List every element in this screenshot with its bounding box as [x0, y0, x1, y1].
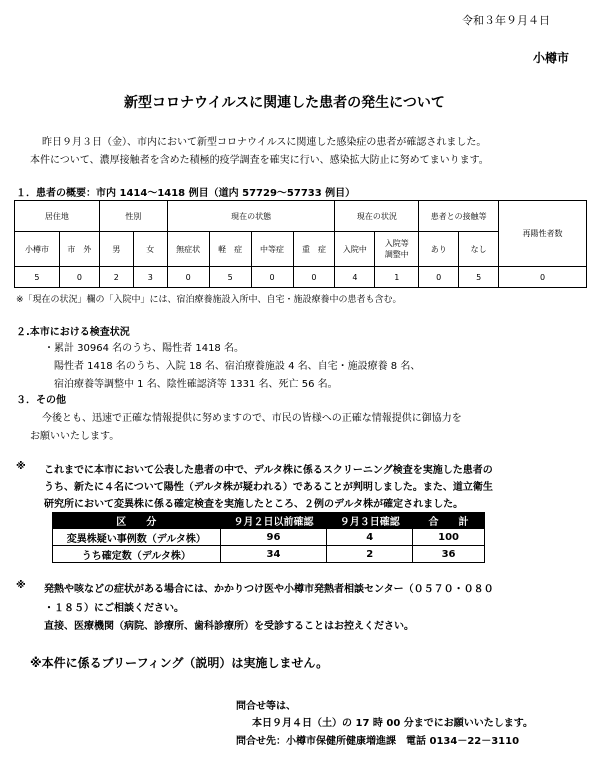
delta-line: これまでに本市において公表した患者の中で、デルタ株に係るスクリーニング検査を実施した患者の — [44, 465, 493, 476]
document-title: 新型コロナウイルスに関連した患者の発生について — [124, 95, 445, 111]
header-situation: 現在の状況 — [335, 201, 419, 232]
subheader-mild: 軽 症 — [209, 232, 251, 267]
delta-header-total: 合 計 — [413, 513, 485, 529]
delta-cell: 96 — [220, 529, 327, 546]
subheader-male: 男 — [99, 232, 133, 267]
delta-header-before-sep2: ９月２日以前確認 — [220, 513, 327, 529]
organization-name: 小樽市 — [533, 51, 570, 65]
contact-deadline: 本日９月４日（土）の 17 時 00 分までにお願いいたします。 — [252, 718, 533, 729]
header-residence: 居住地 — [15, 201, 100, 232]
value-asymptomatic: 0 — [167, 267, 209, 288]
delta-cell: 100 — [413, 529, 485, 546]
subheader-otaru: 小樽市 — [15, 232, 60, 267]
delta-cell: 2 — [327, 546, 413, 563]
delta-row-label: うち確定数（デルタ株） — [53, 546, 221, 563]
intro-line: 本件について、濃厚接触者を含めた積極的疫学調査を確実に行い、感染拡大防止に努めてまいります。 — [30, 155, 489, 166]
delta-line: 研究所において変異株に係る確定検査を実施したところ、２例のデルタ株が確定されました。 — [44, 499, 464, 510]
section2-heading: ２.本市における検査状況 — [16, 327, 130, 338]
delta-variant-table — [52, 512, 485, 563]
subheader-severe: 重 症 — [293, 232, 335, 267]
contact-info: 問合せ先：小樽市保健所健康増進課 電話 0134－22－3110 — [236, 736, 520, 747]
value-severe: 0 — [293, 267, 335, 288]
value-adjusting: 1 — [375, 267, 419, 288]
test-status-line: 宿泊療養等調整中 1 名、陰性確認済等 1331 名、死亡 56 名。 — [54, 379, 338, 390]
table-row — [53, 546, 485, 563]
other-line: 今後とも、迅速で正確な情報提供に努めますので、市民の皆様への正確な情報提供に御協力を — [42, 413, 462, 424]
header-condition: 現在の状態 — [167, 201, 335, 232]
document-date: 令和３年９月４日 — [462, 14, 550, 27]
test-status-line: 陽性者 1418 名のうち、入院 18 名、宿泊療養施設 4 名、自宅・施設療養 8 名、 — [54, 361, 421, 372]
subheader-hospitalized: 入院中 — [335, 232, 375, 267]
delta-header-sep3: ９月３日確認 — [327, 513, 413, 529]
patient-summary-table — [14, 200, 587, 288]
delta-line: うち、新たに４名について陽性（デルタ株が疑われる）であることが判明しました。また、道立衛生 — [44, 482, 493, 493]
intro-line: 昨日９月３日（金）、市内において新型コロナウイルスに関連した感染症の患者が確認されました。 — [42, 137, 487, 148]
value-contact-no: 5 — [459, 267, 499, 288]
value-hospitalized: 4 — [335, 267, 375, 288]
subheader-adjusting-line1: 入院等 — [384, 239, 409, 248]
delta-row-label: 変異株疑い事例数（デルタ株） — [53, 529, 221, 546]
section1-heading: １．患者の概要：市内 1414～1418 例目（道内 57729～57733 例目） — [16, 188, 356, 199]
value-male: 2 — [99, 267, 133, 288]
value-repositive: 0 — [499, 267, 587, 288]
delta-cell: 34 — [220, 546, 327, 563]
value-contact-yes: 0 — [419, 267, 459, 288]
contact-intro: 問合せ等は、 — [236, 701, 296, 712]
header-gender: 性別 — [99, 201, 167, 232]
note-mark: ※ — [16, 461, 26, 472]
subheader-moderate: 中等症 — [251, 232, 293, 267]
table-note: ※「現在の状況」欄の「入院中」には、宿泊療養施設入所中、自宅・施設療養中の患者も含む。 — [16, 295, 402, 305]
subheader-adjusting-line2: 調整中 — [384, 250, 409, 259]
value-outside: 0 — [59, 267, 99, 288]
subheader-yes: あり — [419, 232, 459, 267]
subheader-no: なし — [459, 232, 499, 267]
header-repositive: 再陽性者数 — [499, 201, 587, 267]
note-mark: ※ — [16, 580, 26, 591]
subheader-adjusting — [375, 232, 419, 267]
value-mild: 5 — [209, 267, 251, 288]
delta-header-category: 区 分 — [53, 513, 221, 529]
advice-line: ・１８５）にご相談ください。 — [44, 603, 184, 614]
value-otaru: 5 — [15, 267, 60, 288]
advice-line: 直接、医療機関（病院、診療所、歯科診療所）を受診することはお控えください。 — [44, 621, 414, 632]
test-status-line: ・累計 30964 名のうち、陽性者 1418 名。 — [44, 343, 244, 354]
table-row — [53, 529, 485, 546]
subheader-female: 女 — [133, 232, 167, 267]
other-line: お願いいたします。 — [30, 431, 120, 442]
delta-cell: 4 — [327, 529, 413, 546]
subheader-outside: 市 外 — [59, 232, 99, 267]
subheader-asymptomatic: 無症状 — [167, 232, 209, 267]
value-moderate: 0 — [251, 267, 293, 288]
header-contact: 患者との接触等 — [419, 201, 499, 232]
delta-cell: 36 — [413, 546, 485, 563]
advice-line: 発熱や咳などの症状がある場合には、かかりつけ医や小樽市発熱者相談センター（０５７０・０８０ — [44, 584, 494, 595]
value-female: 3 — [133, 267, 167, 288]
briefing-notice: ※本件に係るブリーフィング（説明）は実施しません。 — [30, 656, 329, 670]
section3-heading: ３．その他 — [16, 395, 66, 406]
